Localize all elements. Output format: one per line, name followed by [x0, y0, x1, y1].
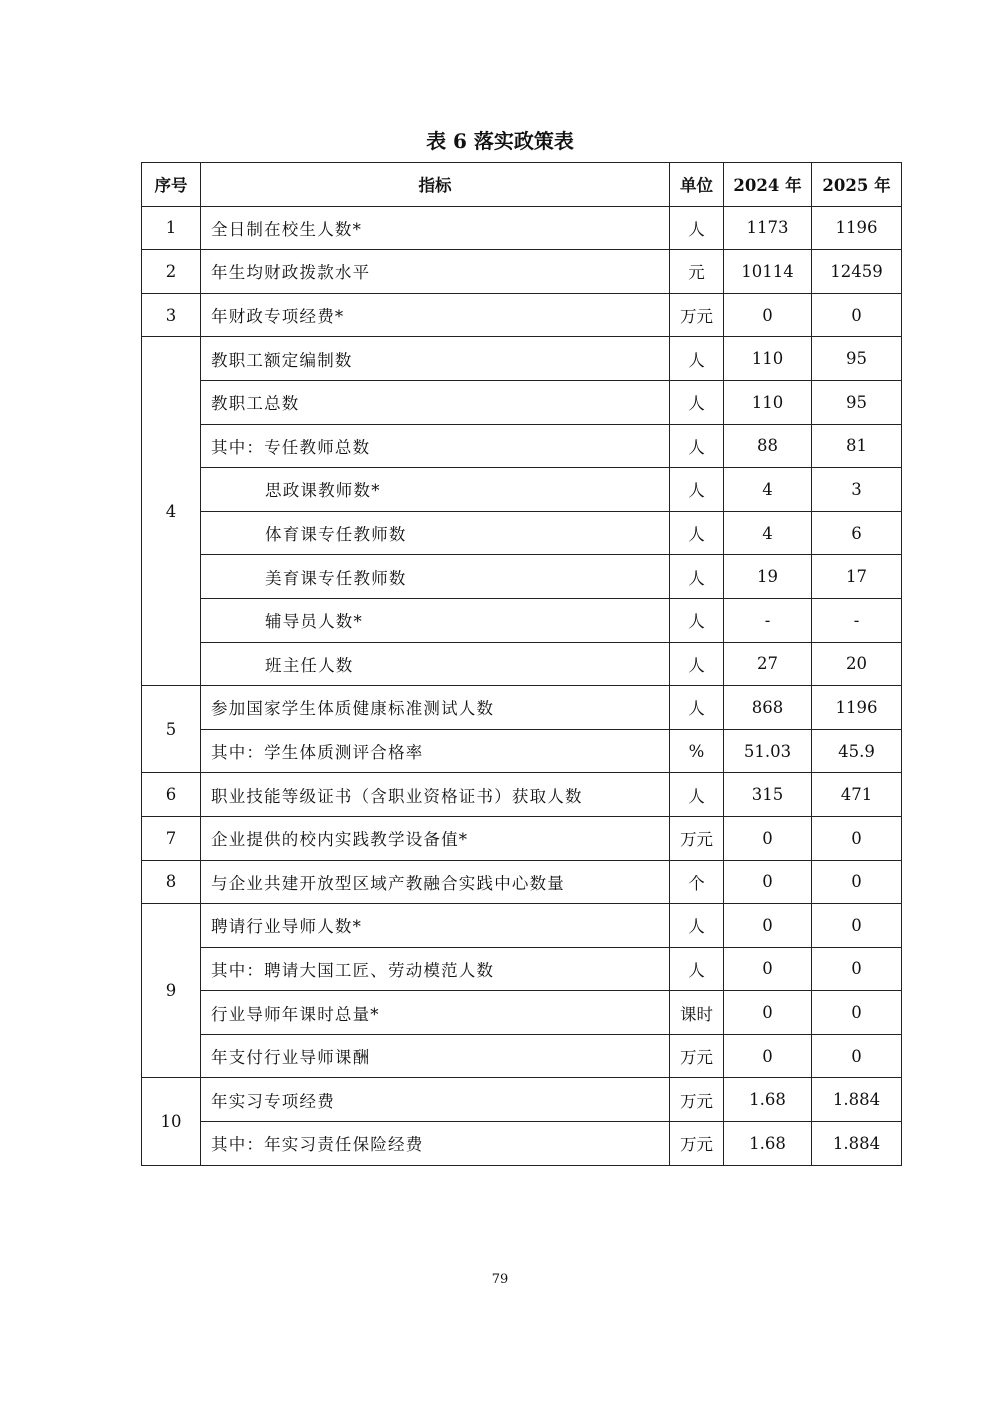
value-2024-cell: 0	[724, 860, 812, 904]
value-2025-cell: 20	[812, 642, 902, 686]
header-2025: 2025 年	[812, 163, 902, 207]
value-2025-cell: 1196	[812, 206, 902, 250]
value-2025-cell: 0	[812, 991, 902, 1035]
indicator-cell: 教职工总数	[201, 380, 670, 424]
table-row	[142, 816, 902, 860]
seq-cell: 2	[142, 250, 201, 294]
unit-cell: 万元	[670, 816, 724, 860]
table-row	[142, 991, 902, 1035]
seq-cell: 5	[142, 686, 201, 773]
indicator-cell: 其中：学生体质测评合格率	[201, 729, 670, 773]
table-row	[142, 380, 902, 424]
indicator-cell: 班主任人数	[201, 642, 670, 686]
table-row	[142, 729, 902, 773]
indicator-cell: 职业技能等级证书（含职业资格证书）获取人数	[201, 773, 670, 817]
value-2024-cell: 0	[724, 947, 812, 991]
indicator-cell: 其中：专任教师总数	[201, 424, 670, 468]
value-2025-cell: 1.884	[812, 1078, 902, 1122]
table-row	[142, 250, 902, 294]
value-2025-cell: 1.884	[812, 1122, 902, 1166]
value-2025-cell: 0	[812, 293, 902, 337]
indicator-cell: 思政课教师数*	[201, 468, 670, 512]
indicator-cell: 年支付行业导师课酬	[201, 1034, 670, 1078]
value-2024-cell: 4	[724, 511, 812, 555]
value-2024-cell: 110	[724, 380, 812, 424]
table-row	[142, 686, 902, 730]
unit-cell: 万元	[670, 1034, 724, 1078]
table-row	[142, 1122, 902, 1166]
table-title: 表 6 落实政策表	[426, 129, 574, 153]
value-2024-cell: 868	[724, 686, 812, 730]
value-2025-cell: 1196	[812, 686, 902, 730]
unit-cell: 人	[670, 598, 724, 642]
unit-cell: 课时	[670, 991, 724, 1035]
header-seq: 序号	[142, 163, 201, 207]
seq-cell: 1	[142, 206, 201, 250]
unit-cell: 人	[670, 424, 724, 468]
unit-cell: 个	[670, 860, 724, 904]
unit-cell: 人	[670, 468, 724, 512]
seq-cell: 4	[142, 337, 201, 686]
value-2024-cell: 19	[724, 555, 812, 599]
value-2024-cell: 0	[724, 816, 812, 860]
indicator-cell: 教职工额定编制数	[201, 337, 670, 381]
value-2025-cell: 3	[812, 468, 902, 512]
value-2025-cell: -	[812, 598, 902, 642]
seq-cell: 10	[142, 1078, 201, 1165]
value-2024-cell: 0	[724, 1034, 812, 1078]
value-2025-cell: 6	[812, 511, 902, 555]
table-row	[142, 773, 902, 817]
unit-cell: 人	[670, 511, 724, 555]
indicator-cell: 辅导员人数*	[201, 598, 670, 642]
value-2024-cell: 110	[724, 337, 812, 381]
table-row	[142, 511, 902, 555]
value-2024-cell: 4	[724, 468, 812, 512]
header-unit: 单位	[670, 163, 724, 207]
table-row	[142, 206, 902, 250]
value-2025-cell: 17	[812, 555, 902, 599]
unit-cell: 人	[670, 206, 724, 250]
indicator-cell: 全日制在校生人数*	[201, 206, 670, 250]
unit-cell: 元	[670, 250, 724, 294]
header-indicator: 指标	[201, 163, 670, 207]
unit-cell: 万元	[670, 1078, 724, 1122]
table-row	[142, 860, 902, 904]
table-row	[142, 1034, 902, 1078]
indicator-cell: 年实习专项经费	[201, 1078, 670, 1122]
unit-cell: %	[670, 729, 724, 773]
value-2025-cell: 0	[812, 816, 902, 860]
value-2025-cell: 0	[812, 947, 902, 991]
indicator-cell: 参加国家学生体质健康标准测试人数	[201, 686, 670, 730]
table-row	[142, 293, 902, 337]
table-row	[142, 555, 902, 599]
value-2024-cell: 0	[724, 293, 812, 337]
value-2024-cell: 1.68	[724, 1078, 812, 1122]
unit-cell: 人	[670, 904, 724, 948]
seq-cell: 7	[142, 816, 201, 860]
value-2024-cell: 27	[724, 642, 812, 686]
indicator-cell: 其中：年实习责任保险经费	[201, 1122, 670, 1166]
seq-cell: 9	[142, 904, 201, 1078]
unit-cell: 人	[670, 773, 724, 817]
seq-cell: 6	[142, 773, 201, 817]
unit-cell: 人	[670, 642, 724, 686]
value-2025-cell: 471	[812, 773, 902, 817]
value-2024-cell: -	[724, 598, 812, 642]
indicator-cell: 聘请行业导师人数*	[201, 904, 670, 948]
value-2024-cell: 1.68	[724, 1122, 812, 1166]
value-2025-cell: 45.9	[812, 729, 902, 773]
value-2024-cell: 51.03	[724, 729, 812, 773]
table-row	[142, 468, 902, 512]
value-2024-cell: 0	[724, 991, 812, 1035]
unit-cell: 人	[670, 686, 724, 730]
value-2025-cell: 95	[812, 337, 902, 381]
table-row	[142, 904, 902, 948]
policy-table	[141, 162, 902, 1166]
unit-cell: 人	[670, 380, 724, 424]
unit-cell: 人	[670, 947, 724, 991]
value-2024-cell: 315	[724, 773, 812, 817]
indicator-cell: 行业导师年课时总量*	[201, 991, 670, 1035]
indicator-cell: 与企业共建开放型区域产教融合实践中心数量	[201, 860, 670, 904]
value-2025-cell: 0	[812, 860, 902, 904]
value-2024-cell: 0	[724, 904, 812, 948]
table-row	[142, 337, 902, 381]
page-number: 79	[491, 1272, 509, 1287]
seq-cell: 3	[142, 293, 201, 337]
indicator-cell: 企业提供的校内实践教学设备值*	[201, 816, 670, 860]
value-2025-cell: 0	[812, 1034, 902, 1078]
indicator-cell: 美育课专任教师数	[201, 555, 670, 599]
seq-cell: 8	[142, 860, 201, 904]
unit-cell: 人	[670, 337, 724, 381]
value-2025-cell: 81	[812, 424, 902, 468]
indicator-cell: 年财政专项经费*	[201, 293, 670, 337]
header-2024: 2024 年	[724, 163, 812, 207]
value-2024-cell: 1173	[724, 206, 812, 250]
table-row	[142, 947, 902, 991]
unit-cell: 人	[670, 555, 724, 599]
unit-cell: 万元	[670, 293, 724, 337]
value-2024-cell: 10114	[724, 250, 812, 294]
value-2025-cell: 95	[812, 380, 902, 424]
value-2024-cell: 88	[724, 424, 812, 468]
unit-cell: 万元	[670, 1122, 724, 1166]
table-row	[142, 1078, 902, 1122]
indicator-cell: 其中：聘请大国工匠、劳动模范人数	[201, 947, 670, 991]
indicator-cell: 年生均财政拨款水平	[201, 250, 670, 294]
table-header-row	[142, 163, 902, 207]
table-row	[142, 424, 902, 468]
value-2025-cell: 0	[812, 904, 902, 948]
value-2025-cell: 12459	[812, 250, 902, 294]
table-row	[142, 642, 902, 686]
indicator-cell: 体育课专任教师数	[201, 511, 670, 555]
table-row	[142, 598, 902, 642]
